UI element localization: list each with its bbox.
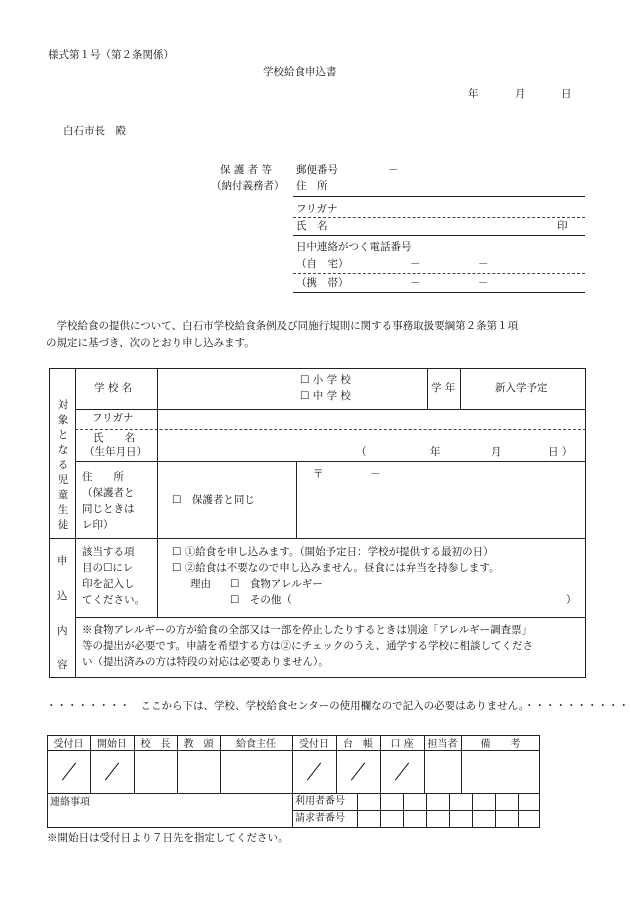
applicant-name-label: 氏 名 (296, 220, 328, 232)
birth-open-paren: （ (356, 446, 367, 458)
application-side-char-1: 申 (57, 555, 68, 567)
reason-other-checkbox[interactable]: ☐ その他（ (230, 594, 292, 606)
applicant-role-line1: 保 護 者 等 (220, 164, 273, 176)
school-row-line (75, 409, 586, 410)
section-divider (49, 538, 586, 539)
mobile-phone-sep-2: － (478, 277, 489, 289)
new-entry-label: 新入学予定 (495, 382, 548, 394)
seal-mark: 印 (557, 220, 568, 232)
furigana-row-line (75, 429, 586, 430)
student-address-label: 住 所 (82, 471, 124, 483)
instruction-line-2: 目の☐にレ (82, 562, 134, 574)
student-name-label: 氏 名 (93, 432, 135, 444)
birth-date-label: （生年月日） (84, 446, 147, 458)
number-col-line-6 (472, 793, 473, 828)
grade-left-divider (427, 368, 428, 409)
birth-year-label: 年 (430, 446, 441, 458)
furigana-label: フリガナ (296, 203, 338, 215)
table-side-divider (75, 368, 76, 678)
form-number: 様式第１号（第２条関係） (48, 49, 174, 61)
note-divider (75, 617, 586, 618)
allergy-note-line-1: ※食物アレルギーの方が給食の全部又は一部を停止したりするときは別途「アレルギー調査票」 (82, 624, 533, 636)
date-day-label: 日 (561, 88, 572, 100)
birth-month-label: 月 (491, 446, 502, 458)
option-decline-checkbox[interactable]: ☐ ②給食は不要なので申し込みません。昼食には弁当を持参します。 (172, 562, 500, 574)
office-number-line (292, 810, 540, 811)
instruction-line-1: 該当する項 (82, 546, 135, 558)
same-as-guardian-checkbox[interactable]: ☐ 保護者と同じ (172, 494, 255, 506)
footnote: ※開始日は受付日より７日先を指定してください。 (47, 832, 289, 844)
student-side-label: 対象となる児童生徒 (57, 399, 69, 531)
elementary-checkbox[interactable]: ☐ 小 学 校 (300, 374, 351, 386)
allergy-note-line-2: 等の提出が必要です。申請を希望する方は②にチェックのうえ、通学する学校に相談してくださ (82, 640, 533, 652)
address-divider (296, 461, 297, 538)
furigana-divider (293, 217, 585, 218)
address-label: 住 所 (296, 180, 328, 192)
student-postal-mark: 〒 (313, 468, 324, 480)
billing-number-label: 請求者番号 (295, 813, 345, 824)
header-received-date: 受付日 (53, 739, 84, 750)
header-account: 口 座 (390, 739, 414, 750)
junior-high-checkbox[interactable]: ☐ 中 学 校 (300, 390, 351, 402)
mobile-phone-label: （携 帯） (296, 277, 349, 289)
number-col-line-3 (403, 793, 404, 828)
grade-label: 学 年 (431, 382, 456, 394)
header-vice-principal: 教 頭 (183, 739, 214, 750)
phone-heading: 日中連絡がつく電話番号 (296, 241, 412, 253)
user-number-label: 利用者番号 (295, 796, 345, 807)
application-side-char-2: 込 (57, 590, 68, 602)
home-phone-sep-1: － (410, 258, 421, 270)
allergy-note-line-3: い（提出済みの方は特段の対応は必要ありません）。 (82, 656, 329, 668)
reason-allergy-checkbox[interactable]: ☐ 食物アレルギー (230, 578, 323, 590)
student-postal-sep: － (370, 468, 381, 480)
number-col-line-8 (518, 793, 519, 828)
date-year-label: 年 (468, 88, 479, 100)
address-note-1: （保護者と (82, 487, 135, 499)
header-principal: 校 長 (140, 739, 171, 750)
header-received-date-2: 受付日 (299, 739, 329, 750)
table-label-divider (157, 368, 158, 617)
name-row-line (75, 461, 586, 462)
page-title: 学校給食申込書 (263, 66, 337, 78)
header-start-date: 開始日 (97, 739, 127, 750)
applicant-name-line (293, 235, 585, 236)
reason-label: 理由 (190, 578, 211, 590)
reason-close-paren: ） (566, 594, 577, 606)
header-lunch-chief: 給食主任 (236, 739, 276, 750)
home-phone-label: （自 宅） (296, 258, 349, 270)
application-side-char-3: 内 (57, 625, 68, 637)
mobile-phone-sep-1: － (410, 277, 421, 289)
instruction-line-3: 印を記入し (82, 578, 135, 590)
home-phone-line (293, 273, 585, 274)
header-remarks: 備 考 (480, 739, 521, 750)
intro-line-2: の規定に基づき、次のとおり申し込みます。 (46, 337, 255, 349)
addressee: 白石市長 殿 (63, 125, 126, 137)
option-apply-checkbox[interactable]: ☐ ①給食を申し込みます。（開始予定日：学校が提供する最初の日） (172, 546, 494, 558)
address-note-2: 同じときは (82, 503, 135, 515)
applicant-role-line2: （納付義務者） (211, 180, 285, 192)
home-phone-sep-2: － (478, 258, 489, 270)
student-furigana-label: フリガナ (92, 412, 134, 424)
number-col-line-7 (495, 793, 496, 828)
application-side-char-4: 容 (57, 659, 68, 671)
address-note-3: レ印） (82, 519, 114, 531)
applicant-address-line (293, 196, 585, 197)
date-month-label: 月 (515, 88, 526, 100)
postal-label: 郵便番号 (296, 164, 338, 176)
instruction-line-4: てください。 (82, 594, 145, 606)
contact-notes-label: 連絡事項 (50, 797, 90, 808)
birth-day-label: 日 ） (548, 446, 573, 458)
number-col-line-2 (380, 793, 381, 828)
office-stamp-line (47, 793, 540, 794)
number-col-line-1 (357, 793, 358, 828)
mobile-phone-line (293, 292, 585, 293)
header-person-in-charge: 担当者 (427, 739, 458, 750)
school-name-label: 学 校 名 (94, 382, 133, 394)
number-col-line-4 (426, 793, 427, 828)
office-use-divider: ・・・・・・・・ ここから下は、学校、学校給食センターの使用欄なので記入の必要はありません。・・・・・・・・・・ (46, 700, 629, 712)
number-col-line-5 (449, 793, 450, 828)
grade-right-divider (460, 368, 461, 409)
header-ledger: 台 帳 (343, 739, 373, 750)
office-header-line (47, 750, 540, 751)
intro-line-1: 学校給食の提供について、白石市学校給食条例及び同施行規則に関する事務取扱要綱第２条第１項 (46, 320, 519, 332)
postal-separator: － (388, 164, 399, 176)
